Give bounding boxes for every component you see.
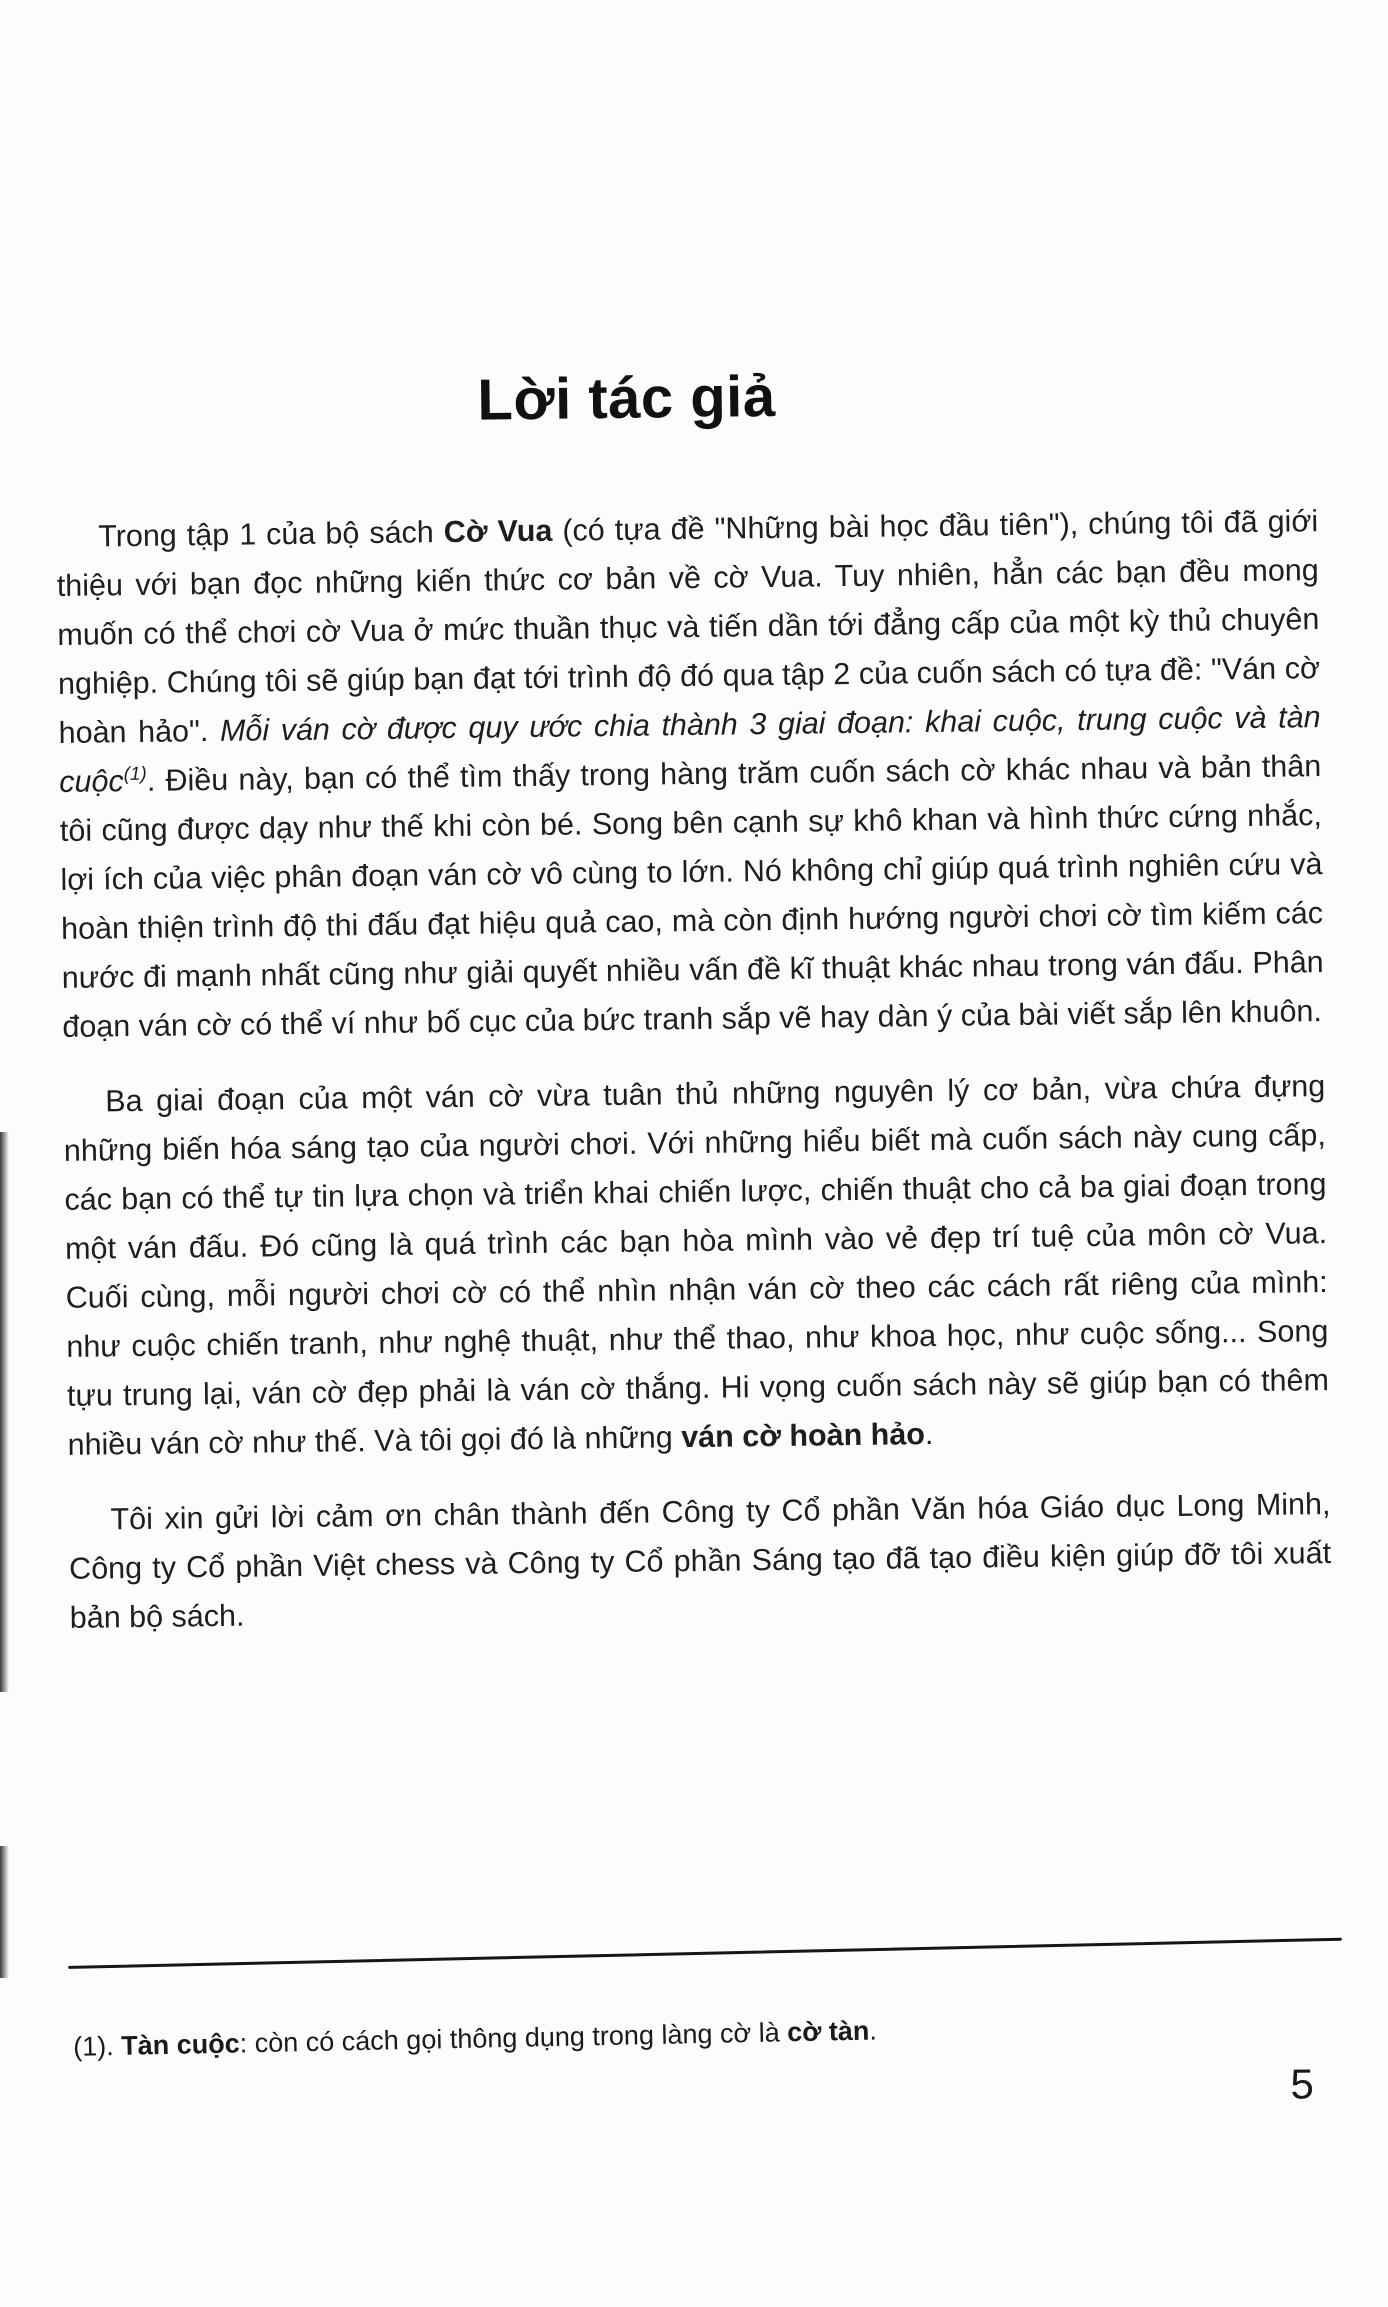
footnote: (1). Tàn cuộc: còn có cách gọi thông dụng trong làng cờ là cờ tàn. <box>72 2015 878 2062</box>
paragraph-intro: Trong tập 1 của bộ sách Cờ Vua (có tựa đề "Những bài học đầu tiên"), chúng tôi đã giới thiệu với bạn đọc những kiến thức cơ bản về cờ Vua. Tuy nhiên, hẳn các bạn đều mong muốn có thể chơi cờ Vua ở mức thuần thục và tiến dần tới đẳng cấp của một kỳ thủ chuyên nghiệp. Chúng tôi sẽ giúp bạn đạt tới trình độ đó qua tập 2 của cuốn sách có tựa đề: "Ván cờ hoàn hảo". Mỗi ván cờ được quy ước chia thành 3 giai đoạn: khai cuộc, trung cuộc và tàn cuộc$^{(1)}$. Điều này, bạn có thể tìm thấy trong hàng trăm cuốn sách cờ khác nhau và bản thân tôi cũng được dạy như thế khi còn bé. Song bên cạnh sự khô khan và hình thức cứng nhắc, lợi ích của việc phân đoạn ván cờ vô cùng to lớn. Nó không chỉ giúp quá trình nghiên cứu và hoàn thiện trình độ thi đấu đạt hiệu quả cao, mà còn định hướng người chơi cờ tìm kiếm các nước đi mạnh nhất cũng như giải quyết nhiều vấn đề kĩ thuật khác nhau trong ván đấu. Phân đoạn ván cờ có thể ví như bố cục của bức tranh sắp vẽ hay dàn ý của bài viết sắp lên khuôn. <box>56 504 1324 1044</box>
paragraph-acknowledgements: Tôi xin gửi lời cảm ơn chân thành đến Công ty Cổ phần Văn hóa Giáo dục Long Minh, Công ty Cổ phần Việt chess và Công ty Cổ phần Sáng tạo đã tạo điều kiện giúp đỡ tôi xuất bản bộ sách. <box>68 1487 1332 1635</box>
body-text <box>56 497 1332 1643</box>
page-number: 5 <box>1290 2060 1315 2108</box>
scan-shadow-left-lower <box>0 1846 9 1978</box>
page-title: Lời tác giả <box>477 363 776 433</box>
footnote-divider <box>68 1938 1342 1969</box>
paragraph-three-stages: Ba giai đoạn của một ván cờ vừa tuân thủ những nguyên lý cơ bản, vừa chứa đựng những biến hóa sáng tạo của người chơi. Với những hiểu biết mà cuốn sách này cung cấp, các bạn có thể tự tin lựa chọn và triển khai chiến lược, chiến thuật cho cả ba giai đoạn trong một ván đấu. Đó cũng là quá trình các bạn hòa mình vào vẻ đẹp trí tuệ của môn cờ Vua. Cuối cùng, mỗi người chơi cờ có thể nhìn nhận ván cờ theo các cách rất riêng của mình: như cuộc chiến tranh, như nghệ thuật, như thể thao, như khoa học, như cuộc sống... Song tựu trung lại, ván cờ đẹp phải là ván cờ thắng. Hi vọng cuốn sách này sẽ giúp bạn có thêm nhiều ván cờ như thế. Và tôi gọi đó là những ván cờ hoàn hảo. <box>63 1069 1330 1462</box>
